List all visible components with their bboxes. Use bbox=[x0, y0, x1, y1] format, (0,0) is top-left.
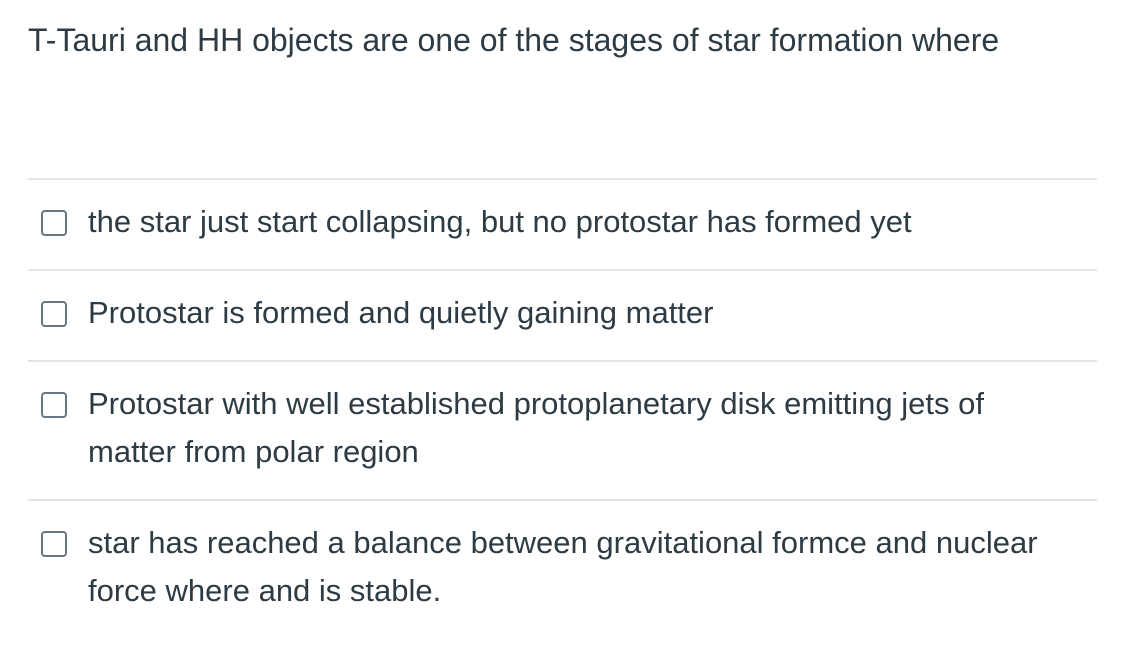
checkbox-3[interactable] bbox=[41, 392, 67, 418]
answer-label-1: the star just start collapsing, but no protostar has formed yet bbox=[88, 204, 912, 239]
answer-label-3: Protostar with well established protoplanetary disk emitting jets of matter from polar region bbox=[88, 386, 984, 469]
answer-option-3[interactable] bbox=[28, 360, 1097, 499]
question-text: T-Tauri and HH objects are one of the stages of star formation where bbox=[28, 22, 1000, 58]
answer-option-2[interactable] bbox=[28, 269, 1097, 360]
answer-option-1[interactable] bbox=[28, 178, 1097, 269]
checkbox-1[interactable] bbox=[41, 210, 67, 236]
answer-label-2: Protostar is formed and quietly gaining matter bbox=[88, 295, 714, 330]
checkbox-4[interactable] bbox=[41, 531, 67, 557]
answer-label-4: star has reached a balance between gravitational formce and nuclear force where and is stable. bbox=[88, 525, 1038, 608]
answer-option-4[interactable] bbox=[28, 499, 1097, 638]
answer-list bbox=[28, 178, 1097, 638]
checkbox-2[interactable] bbox=[41, 301, 67, 327]
